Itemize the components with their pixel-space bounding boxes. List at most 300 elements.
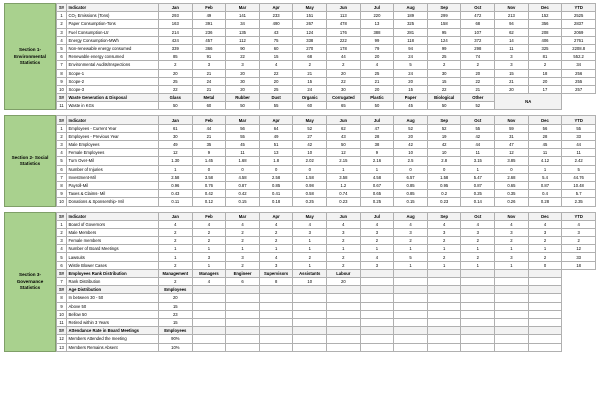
row-sn: 8 bbox=[57, 69, 67, 77]
cell-jan: 0.43 bbox=[159, 190, 193, 198]
cell-jun: 2 bbox=[327, 261, 361, 269]
table-row bbox=[57, 141, 596, 149]
empty-cell bbox=[360, 327, 394, 335]
cell-may: 4 bbox=[293, 220, 327, 228]
cell-sep: 0.95 bbox=[427, 181, 461, 189]
row-sn: 3 bbox=[57, 237, 67, 245]
cell-oct: 298 bbox=[461, 44, 495, 52]
cell-aug: 1 bbox=[394, 261, 428, 269]
empty-cell bbox=[427, 310, 461, 318]
header-jan: Jan bbox=[159, 4, 193, 12]
waste-title: Waste Generation & Disposal bbox=[67, 94, 159, 102]
empty-cell bbox=[327, 318, 361, 326]
row-sn: 8 bbox=[57, 294, 67, 302]
cell-jan: 1 bbox=[159, 253, 193, 261]
table-row bbox=[57, 85, 596, 93]
header-indicator: Indicator bbox=[67, 116, 159, 124]
cell-apr: 0.85 bbox=[259, 181, 293, 189]
cell-dust: 55 bbox=[259, 102, 293, 110]
table-row bbox=[57, 237, 596, 245]
cell-oct: 22 bbox=[461, 77, 495, 85]
cell-jul: 2.16 bbox=[360, 157, 394, 165]
section-3-tables bbox=[56, 212, 596, 352]
cell-nov: 21 bbox=[495, 77, 529, 85]
cell-paper: 45 bbox=[394, 102, 428, 110]
environmental-rows bbox=[57, 12, 596, 110]
waste-subheader-row bbox=[57, 94, 596, 102]
cell-jul: 28 bbox=[360, 132, 394, 140]
empty-cell bbox=[495, 335, 529, 343]
table-row bbox=[57, 335, 596, 343]
row-indicator: Energy Consumption-MWh bbox=[67, 36, 159, 44]
cell-corrugated: 65 bbox=[327, 102, 361, 110]
cell-apr: 25 bbox=[259, 85, 293, 93]
empty-cell bbox=[226, 294, 260, 302]
header-dec: Dec bbox=[528, 212, 562, 220]
cell-jul: 9 bbox=[360, 149, 394, 157]
cell-jul: 20 bbox=[360, 85, 394, 93]
cell-apr: 20 bbox=[259, 77, 293, 85]
cell-jul: 2 bbox=[360, 237, 394, 245]
empty-cell bbox=[360, 269, 394, 277]
cell-aug: 10 bbox=[394, 149, 428, 157]
row-sn: 9 bbox=[57, 302, 67, 310]
empty-cell bbox=[394, 335, 428, 343]
header-sep: Sep bbox=[427, 116, 461, 124]
row-indicator: Environmental Audits/Inspections bbox=[67, 61, 159, 69]
cell-oct: 1 bbox=[461, 261, 495, 269]
empty-cell bbox=[327, 286, 361, 294]
row-indicator: Members Remains Absent bbox=[67, 343, 159, 351]
empty-cell bbox=[259, 327, 293, 335]
cell-jul: 388 bbox=[360, 28, 394, 36]
row-indicator: In between 30 - 50 bbox=[67, 294, 159, 302]
cell-may: 338 bbox=[293, 36, 327, 44]
empty-cell bbox=[427, 335, 461, 343]
cell-feb: 366 bbox=[192, 44, 226, 52]
row-sn: 10 bbox=[57, 198, 67, 206]
cell-oct: 2 bbox=[461, 253, 495, 261]
cell-mar: 0 bbox=[226, 165, 260, 173]
cell-dec: 1 bbox=[528, 165, 562, 173]
empty-cell bbox=[528, 318, 562, 326]
empty-cell bbox=[461, 318, 495, 326]
empty-cell bbox=[461, 327, 495, 335]
section-3-label: Section 3- Governance Statistics bbox=[4, 212, 56, 352]
cell-may: 1.58 bbox=[293, 173, 327, 181]
row-indicator: Donations & Sponsership- Mil bbox=[67, 198, 159, 206]
row-indicator: Male Members bbox=[67, 228, 159, 236]
cell-mar: 2 bbox=[226, 237, 260, 245]
section-governance bbox=[4, 212, 596, 352]
cell-jun: 43 bbox=[327, 132, 361, 140]
cell-jun: 222 bbox=[327, 36, 361, 44]
row-sn: 4 bbox=[57, 149, 67, 157]
cell-sep: 0 bbox=[427, 165, 461, 173]
cell-sep: 2.8 bbox=[427, 157, 461, 165]
cell-nov: 14 bbox=[495, 36, 529, 44]
cell-apr: 1 bbox=[259, 245, 293, 253]
empty-cell bbox=[495, 318, 529, 326]
waste-type-organic: Organic bbox=[293, 94, 327, 102]
row-indicator: Number of Injuries bbox=[67, 165, 159, 173]
cell-engineer: 6 bbox=[226, 278, 260, 286]
cell-jun: 1 bbox=[327, 165, 361, 173]
table-row bbox=[57, 278, 596, 286]
header-jul: Jul bbox=[360, 4, 394, 12]
cell-ytd: 2837 bbox=[562, 20, 596, 28]
cell-jul: 47 bbox=[360, 124, 394, 132]
empty-cell bbox=[192, 294, 226, 302]
header-ytd: YTD bbox=[562, 116, 596, 124]
cell-nov: 31 bbox=[495, 132, 529, 140]
table-row bbox=[57, 181, 596, 189]
cell-nov: 0.65 bbox=[495, 181, 529, 189]
cell-feb: 44 bbox=[192, 124, 226, 132]
cell-aug: 94 bbox=[394, 44, 428, 52]
cell-jan: 4 bbox=[159, 220, 193, 228]
cell-sep: 2 bbox=[427, 253, 461, 261]
waste-sn-header: S# bbox=[57, 94, 67, 102]
cell-jul: 13 bbox=[360, 20, 394, 28]
cell-nov: 3 bbox=[495, 228, 529, 236]
cell-oct: 107 bbox=[461, 28, 495, 36]
cell-may: 24 bbox=[293, 85, 327, 93]
cell-feb: 9 bbox=[192, 149, 226, 157]
cell-nov: 4 bbox=[495, 220, 529, 228]
cell-dec: 208 bbox=[528, 28, 562, 36]
cell-jun: 62 bbox=[327, 124, 361, 132]
table-header-row bbox=[57, 116, 596, 124]
row-sn: 7 bbox=[57, 173, 67, 181]
cell-jun: 176 bbox=[327, 28, 361, 36]
cell-jul: 20 bbox=[360, 53, 394, 61]
cell-sep: 42 bbox=[427, 141, 461, 149]
header-nov: Nov bbox=[495, 116, 529, 124]
cell-feb: 21 bbox=[192, 85, 226, 93]
cell-ytd: 2069 bbox=[562, 28, 596, 36]
cell-may: 124 bbox=[293, 28, 327, 36]
empty-cell bbox=[461, 269, 495, 277]
header-apr: Apr bbox=[259, 212, 293, 220]
empty-cell bbox=[360, 335, 394, 343]
empty-cell bbox=[293, 318, 327, 326]
row-indicator: Female members bbox=[67, 237, 159, 245]
empty-cell bbox=[528, 327, 562, 335]
cell-sep: 19 bbox=[427, 132, 461, 140]
header-oct: Oct bbox=[461, 4, 495, 12]
section-environmental bbox=[4, 3, 596, 110]
header-dec: Dec bbox=[528, 116, 562, 124]
empty-cell bbox=[427, 278, 461, 286]
cell-may: 151 bbox=[293, 12, 327, 20]
header-sep: Sep bbox=[427, 4, 461, 12]
empty-cell bbox=[495, 310, 529, 318]
cell-oct: 472 bbox=[461, 12, 495, 20]
empty-cell bbox=[327, 327, 361, 335]
empty-cell bbox=[360, 294, 394, 302]
table-row bbox=[57, 310, 596, 318]
empty-cell bbox=[327, 294, 361, 302]
cell-jul: 4 bbox=[360, 61, 394, 69]
cell-apr: 75 bbox=[259, 36, 293, 44]
header-may: May bbox=[293, 4, 327, 12]
cell-aug: 52 bbox=[394, 124, 428, 132]
cell-apr: 4 bbox=[259, 253, 293, 261]
table-row bbox=[57, 157, 596, 165]
cell-feb: 236 bbox=[192, 28, 226, 36]
header-indicator: Indicator bbox=[67, 212, 159, 220]
empty-cell bbox=[427, 294, 461, 302]
cell-employees: 15 bbox=[159, 302, 193, 310]
cell-may: 0.25 bbox=[293, 198, 327, 206]
empty-cell bbox=[226, 335, 260, 343]
cell-aug: 24 bbox=[394, 69, 428, 77]
empty-cell bbox=[495, 327, 529, 335]
empty-cell bbox=[259, 302, 293, 310]
header-ytd: YTD bbox=[562, 212, 596, 220]
cell-assistants: 10 bbox=[293, 278, 327, 286]
row-indicator: Non-renewable energy consumed bbox=[67, 44, 159, 52]
cell-employees: 15 bbox=[159, 318, 193, 326]
cell-jan: 0.96 bbox=[159, 181, 193, 189]
cell-apr: 233 bbox=[259, 12, 293, 20]
cell-may: 15 bbox=[293, 77, 327, 85]
cell-feb: 2 bbox=[192, 228, 226, 236]
row-sn: 5 bbox=[57, 44, 67, 52]
empty-cell bbox=[360, 310, 394, 318]
cell-mar: 0.15 bbox=[226, 198, 260, 206]
row-sn: 1 bbox=[57, 220, 67, 228]
cell-oct: 1 bbox=[461, 245, 495, 253]
cell-aug: 3 bbox=[394, 228, 428, 236]
empty-cell bbox=[360, 318, 394, 326]
section-2-tables bbox=[56, 115, 596, 206]
header-jun: Jun bbox=[327, 212, 361, 220]
table-row bbox=[57, 124, 596, 132]
row-sn: 10 bbox=[57, 310, 67, 318]
empty-cell bbox=[528, 302, 562, 310]
governance-rows bbox=[57, 220, 596, 351]
cell-oct: 42 bbox=[461, 132, 495, 140]
empty-cell bbox=[495, 269, 529, 277]
empty-cell bbox=[528, 343, 562, 351]
cell-mar: 22 bbox=[226, 53, 260, 61]
cell-aug: 24 bbox=[394, 53, 428, 61]
cell-ytd: 34 bbox=[562, 61, 596, 69]
cell-oct: 1 bbox=[461, 165, 495, 173]
cell-nov: 3.85 bbox=[495, 157, 529, 165]
cell-jun: 2 bbox=[327, 253, 361, 261]
cell-jan: 25 bbox=[159, 77, 193, 85]
empty-cell bbox=[226, 310, 260, 318]
cell-jun: 2 bbox=[327, 61, 361, 69]
cell-jan: 163 bbox=[159, 20, 193, 28]
header-jan: Jan bbox=[159, 116, 193, 124]
cell-ytd: 33 bbox=[562, 253, 596, 261]
row-indicator: Lawsuits bbox=[67, 253, 159, 261]
row-sn: 11 bbox=[57, 102, 67, 110]
cell-feb: 0.12 bbox=[192, 198, 226, 206]
cell-nov: 94 bbox=[495, 20, 529, 28]
header-mar: Mar bbox=[226, 4, 260, 12]
cell-mar: 141 bbox=[226, 12, 260, 20]
header-feb: Feb bbox=[192, 116, 226, 124]
empty-cell bbox=[192, 286, 226, 294]
row-sn: 6 bbox=[57, 165, 67, 173]
row-sn: 2 bbox=[57, 228, 67, 236]
table-row bbox=[57, 343, 596, 351]
table-row bbox=[57, 318, 596, 326]
cell-may: 52 bbox=[293, 124, 327, 132]
cell-aug: 0.85 bbox=[394, 190, 428, 198]
cell-jul: 38 bbox=[360, 141, 394, 149]
cell-jan: 2 bbox=[159, 228, 193, 236]
row-sn: 2 bbox=[57, 20, 67, 28]
table-row bbox=[57, 20, 596, 28]
table-row bbox=[57, 44, 596, 52]
cell-ytd: 3 bbox=[562, 228, 596, 236]
header-sn: S# bbox=[57, 116, 67, 124]
cell-dec: 3 bbox=[528, 228, 562, 236]
empty-cell bbox=[259, 343, 293, 351]
cell-nov: 11 bbox=[495, 44, 529, 52]
cell-other: 52 bbox=[461, 102, 495, 110]
row-sn: 3 bbox=[57, 141, 67, 149]
row-indicator: Renewable energy consumed bbox=[67, 53, 159, 61]
environmental-table bbox=[56, 3, 596, 110]
cell-mar: 0.87 bbox=[226, 181, 260, 189]
table-row bbox=[57, 28, 596, 36]
cell-mar: 0.42 bbox=[226, 190, 260, 198]
cell-jul: 1 bbox=[360, 245, 394, 253]
cell-jul: 220 bbox=[360, 12, 394, 20]
table-header-row bbox=[57, 4, 596, 12]
header-aug: Aug bbox=[394, 4, 428, 12]
empty-cell bbox=[293, 294, 327, 302]
table-row bbox=[57, 77, 596, 85]
cell-dec: 325 bbox=[528, 44, 562, 52]
header-sn: S# bbox=[57, 4, 67, 12]
cell-apr: 0.41 bbox=[259, 190, 293, 198]
cell-ytd: 2.42 bbox=[562, 157, 596, 165]
cell-may: 2 bbox=[293, 253, 327, 261]
table-row bbox=[57, 173, 596, 181]
cell-labour: 20 bbox=[327, 278, 361, 286]
header-oct: Oct bbox=[461, 116, 495, 124]
row-sn: 8 bbox=[57, 181, 67, 189]
cell-ytd: 44.76 bbox=[562, 173, 596, 181]
empty-cell bbox=[327, 343, 361, 351]
cell-jun: 4 bbox=[327, 220, 361, 228]
cell-feb: 21 bbox=[192, 69, 226, 77]
empty-cell bbox=[226, 327, 260, 335]
cell-nov: 20 bbox=[495, 85, 529, 93]
cell-aug: 20 bbox=[394, 132, 428, 140]
waste-na-cell: NA bbox=[495, 94, 562, 110]
cell-ytd: 2 bbox=[562, 237, 596, 245]
cell-management: 2 bbox=[159, 278, 193, 286]
cell-jan: 339 bbox=[159, 44, 193, 52]
cell-feb: 4 bbox=[192, 220, 226, 228]
cell-nov: 12 bbox=[495, 149, 529, 157]
empty-cell bbox=[427, 269, 461, 277]
cell-aug: 0 bbox=[394, 165, 428, 173]
cell-sep: 3 bbox=[427, 228, 461, 236]
header-sep: Sep bbox=[427, 212, 461, 220]
cell-apr: 43 bbox=[259, 28, 293, 36]
empty-cell bbox=[528, 310, 562, 318]
row-indicator: Rank Distribution bbox=[67, 278, 159, 286]
table-row bbox=[57, 132, 596, 140]
cell-nov: 0.26 bbox=[495, 198, 529, 206]
cell-feb: 3.58 bbox=[192, 173, 226, 181]
empty-cell bbox=[394, 269, 428, 277]
cell-sep: 25 bbox=[427, 53, 461, 61]
cell-jun: 30 bbox=[327, 85, 361, 93]
row-indicator: Board of Governors bbox=[67, 220, 159, 228]
empty-cell bbox=[360, 302, 394, 310]
empty-cell bbox=[259, 286, 293, 294]
cell-sep: 52 bbox=[427, 124, 461, 132]
rank-col-management: Management bbox=[159, 269, 193, 277]
cell-apr: 64 bbox=[259, 124, 293, 132]
cell-may: 21 bbox=[293, 69, 327, 77]
cell-mar: 135 bbox=[226, 28, 260, 36]
cell-oct: 372 bbox=[461, 36, 495, 44]
cell-sep: 95 bbox=[427, 28, 461, 36]
row-sn: 1 bbox=[57, 124, 67, 132]
cell-jan: 293 bbox=[159, 12, 193, 20]
empty-cell bbox=[427, 327, 461, 335]
cell-apr: 2 bbox=[259, 237, 293, 245]
cell-may: 0.58 bbox=[293, 190, 327, 198]
row-sn: 11 bbox=[57, 318, 67, 326]
header-mar: Mar bbox=[226, 212, 260, 220]
row-indicator: Employees - Previous Year bbox=[67, 132, 159, 140]
empty-cell bbox=[461, 286, 495, 294]
cell-feb: 2 bbox=[192, 237, 226, 245]
cell-sep: 2 bbox=[427, 237, 461, 245]
cell-mar: 2 bbox=[226, 228, 260, 236]
row-indicator: Turn Over-Mil bbox=[67, 157, 159, 165]
row-indicator: Scope-2 bbox=[67, 77, 159, 85]
cell-apr: 60 bbox=[259, 44, 293, 52]
cell-ytd: 5 bbox=[562, 165, 596, 173]
row-indicator: Investment-Mil bbox=[67, 173, 159, 181]
cell-ytd: 55 bbox=[562, 124, 596, 132]
header-ytd: YTD bbox=[562, 4, 596, 12]
cell-ytd: 44 bbox=[562, 141, 596, 149]
row-sn: 4 bbox=[57, 245, 67, 253]
empty-cell bbox=[461, 343, 495, 351]
cell-jun: 2 bbox=[327, 237, 361, 245]
cell-apr: 49 bbox=[259, 132, 293, 140]
cell-jul: 3 bbox=[360, 261, 394, 269]
empty-cell bbox=[394, 302, 428, 310]
cell-aug: 20 bbox=[394, 77, 428, 85]
cell-oct: 21 bbox=[461, 85, 495, 93]
cell-apr: 22 bbox=[259, 69, 293, 77]
rank-col-labour: Labour bbox=[327, 269, 361, 277]
header-feb: Feb bbox=[192, 212, 226, 220]
header-dec: Dec bbox=[528, 4, 562, 12]
cell-mar: 90 bbox=[226, 44, 260, 52]
header-jul: Jul bbox=[360, 212, 394, 220]
cell-aug: 5 bbox=[394, 253, 428, 261]
empty-cell bbox=[461, 310, 495, 318]
cell-may: 3 bbox=[293, 228, 327, 236]
